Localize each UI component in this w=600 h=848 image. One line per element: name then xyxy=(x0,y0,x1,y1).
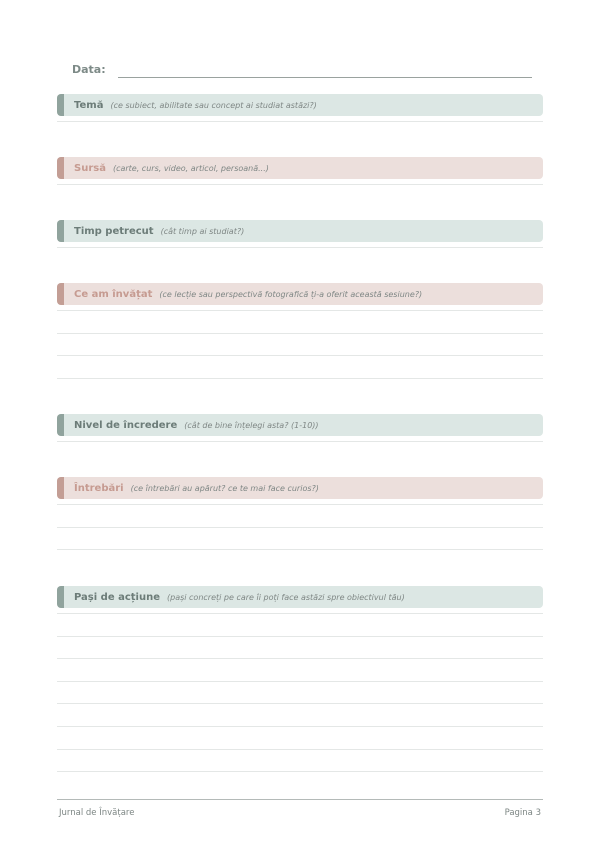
writing-lines[interactable] xyxy=(57,305,543,379)
section-pasi-actiune xyxy=(57,586,543,772)
section-title: Temă xyxy=(74,99,104,111)
writing-line[interactable] xyxy=(57,356,543,379)
writing-line[interactable] xyxy=(57,614,543,637)
section-title: Întrebări xyxy=(74,482,124,494)
section-header-timp xyxy=(57,220,543,242)
page-footer xyxy=(57,799,543,818)
writing-lines[interactable] xyxy=(57,179,543,185)
writing-line[interactable] xyxy=(57,505,543,528)
footer-journal-name: Jurnal de Învățare xyxy=(59,808,135,818)
writing-lines[interactable] xyxy=(57,116,543,122)
section-hint: (pași concreți pe care îi poți face astăzi spre obiectivul tău) xyxy=(167,592,405,602)
writing-line[interactable] xyxy=(57,727,543,750)
section-header-sursa xyxy=(57,157,543,179)
section-title: Ce am învățat xyxy=(74,288,153,300)
section-sursa xyxy=(57,157,543,185)
writing-line[interactable] xyxy=(57,116,543,122)
writing-line[interactable] xyxy=(57,528,543,551)
section-hint: (ce întrebări au apărut? ce te mai face curios?) xyxy=(130,483,319,493)
writing-lines[interactable] xyxy=(57,499,543,550)
writing-line[interactable] xyxy=(57,179,543,185)
footer-page-number: Pagina 3 xyxy=(504,808,541,818)
section-hint: (ce subiect, abilitate sau concept ai studiat astăzi?) xyxy=(110,100,317,110)
writing-line[interactable] xyxy=(57,242,543,248)
section-title: Pași de acțiune xyxy=(74,591,160,603)
writing-line[interactable] xyxy=(57,637,543,660)
section-header-tema xyxy=(57,94,543,116)
writing-line[interactable] xyxy=(57,659,543,682)
writing-line[interactable] xyxy=(57,682,543,705)
section-title: Sursă xyxy=(74,162,106,174)
section-intrebari xyxy=(57,477,543,550)
writing-line[interactable] xyxy=(57,311,543,334)
section-ce-am-invatat xyxy=(57,283,543,379)
writing-lines[interactable] xyxy=(57,608,543,772)
writing-lines[interactable] xyxy=(57,436,543,442)
section-hint: (ce lecție sau perspectivă fotografică ți-a oferit această sesiune?) xyxy=(159,289,423,299)
date-input-line[interactable] xyxy=(118,77,532,78)
section-title: Nivel de încredere xyxy=(74,419,178,431)
date-label: Data: xyxy=(72,63,106,76)
section-hint: (cât timp ai studiat?) xyxy=(160,226,245,236)
writing-line[interactable] xyxy=(57,334,543,357)
section-header-intrebari xyxy=(57,477,543,499)
writing-lines[interactable] xyxy=(57,242,543,248)
section-hint: (cât de bine înțelegi asta? (1-10)) xyxy=(184,420,319,430)
writing-line[interactable] xyxy=(57,704,543,727)
section-nivel-incredere xyxy=(57,414,543,442)
section-title: Timp petrecut xyxy=(74,225,154,237)
date-row xyxy=(72,63,532,83)
section-hint: (carte, curs, video, articol, persoană...) xyxy=(112,163,269,173)
section-header-nivel-incredere xyxy=(57,414,543,436)
section-timp xyxy=(57,220,543,248)
section-header-pasi-actiune xyxy=(57,586,543,608)
section-tema xyxy=(57,94,543,122)
writing-line[interactable] xyxy=(57,436,543,442)
writing-line[interactable] xyxy=(57,750,543,773)
section-header-ce-am-invatat xyxy=(57,283,543,305)
